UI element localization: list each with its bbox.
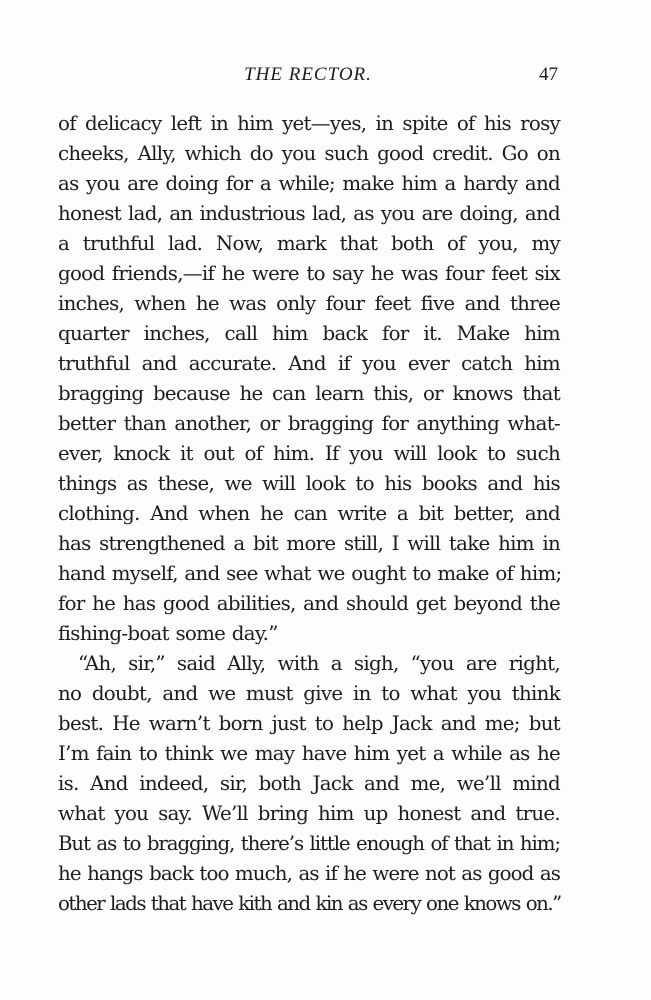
text-line: honest lad, an industrious lad, as you are doing, and <box>58 202 560 225</box>
text-line: truthful and accurate. And if you ever catch him <box>58 352 560 375</box>
text-line: I’m fain to think we may have him yet a while as he <box>58 742 560 765</box>
text-line: inches, when he was only four feet five and three <box>58 292 560 315</box>
paragraph-continued <box>58 109 560 649</box>
text-line: bragging because he can learn this, or knows that <box>58 382 560 405</box>
text-line: ever, knock it out of him. If you will look to such <box>58 442 560 465</box>
text-line: But as to bragging, there’s little enough of that in him; <box>58 832 560 855</box>
text-line: is. And indeed, sir, both Jack and me, we’ll mind <box>58 772 560 795</box>
text-line: no doubt, and we must give in to what you think <box>58 682 560 705</box>
running-title: THE RECTOR. <box>244 64 372 85</box>
text-line: cheeks, Ally, which do you such good credit. Go on <box>58 142 560 165</box>
text-line: quarter inches, call him back for it. Make him <box>58 322 560 345</box>
text-line: other lads that have kith and kin as every one knows on.” <box>58 892 561 915</box>
text-line: things as these, we will look to his books and his <box>58 472 560 495</box>
text-line: hand myself, and see what we ought to make of him; <box>58 562 562 585</box>
text-line: a truthful lad. Now, mark that both of you, my <box>58 232 560 255</box>
text-line: clothing. And when he can write a bit better, and <box>58 502 560 525</box>
text-line: what you say. We’ll bring him up honest and true. <box>58 802 560 825</box>
text-line: he hangs back too much, as if he were not as good as <box>58 862 560 885</box>
text-line: of delicacy left in him yet—yes, in spite of his rosy <box>58 112 560 135</box>
body-text <box>58 109 560 919</box>
text-line: has strengthened a bit more still, I will take him in <box>58 532 560 555</box>
text-line: as you are doing for a while; make him a hardy and <box>58 172 560 195</box>
text-line: better than another, or bragging for anything what- <box>58 412 560 435</box>
text-line: good friends,—if he were to say he was four feet six <box>58 262 560 285</box>
text-line: best. He warn’t born just to help Jack and me; but <box>58 712 560 735</box>
text-line: “Ah, sir,” said Ally, with a sigh, “you are right, <box>78 652 560 675</box>
paragraph-ally-reply <box>58 649 560 919</box>
text-line: for he has good abilities, and should get beyond the <box>58 592 560 615</box>
page-number: 47 <box>539 64 558 85</box>
running-head <box>58 64 558 88</box>
text-line: fishing-boat some day.” <box>58 622 278 645</box>
